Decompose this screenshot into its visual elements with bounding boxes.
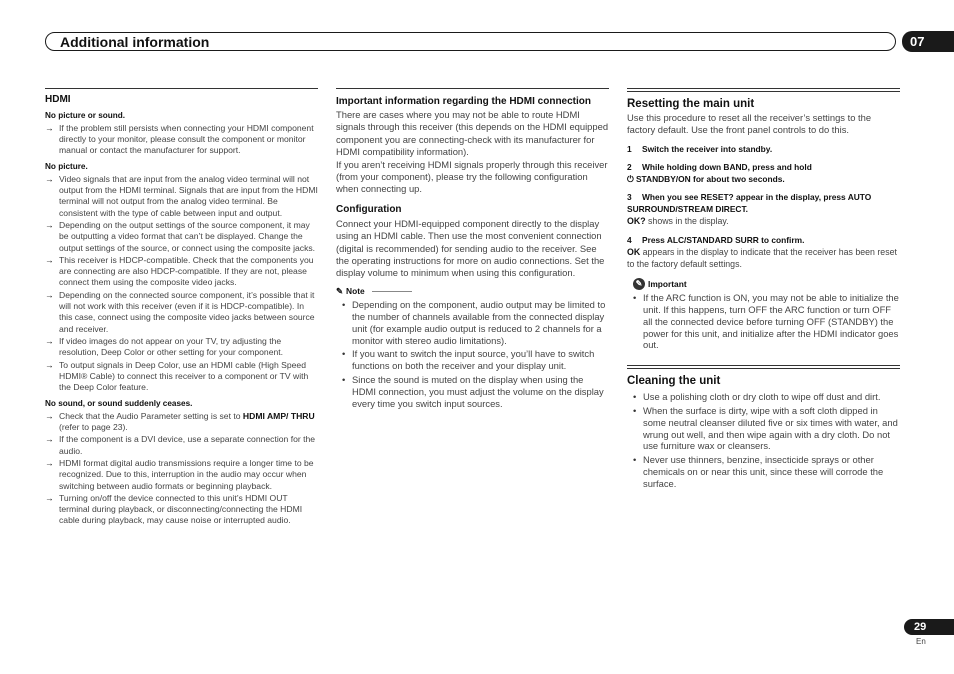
arrow-icon: →: [45, 359, 54, 370]
arrow-item: → If video images do not appear on your TV, try adjusting the resolution, Deep Color or other setting for your component.: [45, 335, 284, 358]
important-header: ✎ Important: [633, 278, 900, 290]
power-icon: ⏻: [627, 173, 634, 184]
step-result: OK? shows in the display.: [627, 216, 729, 227]
step-1: 1 Switch the receiver into standby.: [627, 143, 773, 154]
subheading: No picture.: [45, 162, 88, 172]
arrow-item: → Check that the Audio Parameter setting is set to HDMI AMP/ THRU (refer to page 23).: [45, 410, 315, 433]
section-rule: [627, 365, 900, 369]
cleaning-item: • Use a polishing cloth or dry cloth to wipe off dust and dirt.: [633, 391, 881, 403]
note-item: • Since the sound is muted on the display when using the HDMI connection, you must adjust the volume on the display every time you switch input sources.: [342, 373, 604, 409]
important-item: • If the ARC function is ON, you may not be able to initialize the unit. If this happens, turn OFF the ARC function or turn OFF all the connected device before turning OFF (STANDBY) the power for this unit, and initialize after the HDMI indicator goes out.: [633, 292, 899, 351]
pencil-icon: ✎: [336, 285, 344, 296]
column-hdmi: [45, 88, 318, 527]
arrow-icon: →: [45, 457, 54, 468]
column-reset-cleaning: [627, 88, 900, 490]
section-rule: [336, 88, 609, 89]
arrow-item: → Depending on the connected source component, it’s possible that it will not work with this receiver (even if it is HDCP-compatible). In this case, connect using the composite video jacks between source and receiver.: [45, 289, 315, 334]
arrow-item: → Depending on the output settings of the source component, it may be outputting a video format that can’t be displayed. Change the output settings of the source, or connect using the composite jacks.: [45, 219, 316, 253]
important-icon: ✎: [633, 278, 645, 290]
section-rule: [45, 88, 318, 89]
arrow-item: → Turning on/off the device connected to this unit’s HDMI OUT terminal during playback, or disconnecting/connecting the HDMI cable during playback, may cause noise or interrupted audio.: [45, 492, 303, 526]
arrow-icon: →: [45, 410, 54, 421]
arrow-item: → This receiver is HDCP-compatible. Check that the components you are connecting are also HDCP-compatible. If they are not, please connect them using the composite video jacks.: [45, 254, 314, 288]
arrow-item: → HDMI format digital audio transmissions require a longer time to be recognized. Due to this, interruption in the audio may occur when switching between audio formats or beginning playback.: [45, 457, 314, 491]
section-title-resetting: Resetting the main unit: [627, 98, 755, 110]
arrow-icon: →: [45, 335, 54, 346]
note-header: ✎ Note: [336, 286, 609, 297]
arrow-item: → Video signals that are input from the analog video terminal will not output from the HDMI terminal. Signals that are input from the HDMI terminal will not output from the analog video terminal. Be consistent with the type of cable between input and output.: [45, 173, 318, 218]
arrow-icon: →: [45, 122, 54, 133]
paragraph: Use this procedure to reset all the receiver’s settings to the factory default. Use the front panel controls to do this.: [627, 112, 872, 136]
section-title-hdmi-connection: Important information regarding the HDMI connection: [336, 96, 591, 107]
arrow-icon: →: [45, 289, 54, 300]
column-hdmi-connection: [336, 88, 609, 409]
chapter-tab: 07: [902, 31, 954, 52]
language-label: En: [916, 637, 926, 646]
paragraph: If you aren’t receiving HDMI signals properly through this receiver (from your component), please try the following configuration when connecting up.: [336, 158, 608, 195]
paragraph: Connect your HDMI-equipped component directly to the display using an HDMI cable. Then use the most convenient connection (digital is recommended) for sending audio to the receiver. See the operating instructions for more on audio connections. Set the display volume to minimum when using this configuration.: [336, 217, 605, 279]
page-number: 29: [904, 619, 954, 635]
paragraph: There are cases where you may not be able to route HDMI signals through this receiver (this depends on the HDMI equipped component you are connecting-check with its manufacturer for HDMI compatibility information).: [336, 109, 609, 158]
page-section-title: Additional information: [60, 34, 210, 50]
arrow-item: → If the problem still persists when connecting your HDMI component directly to your monitor, please consult the component or monitor manual or contact the manufacturer for support.: [45, 122, 314, 156]
arrow-icon: →: [45, 219, 54, 230]
arrow-item: → To output signals in Deep Color, use an HDMI cable (High Speed HDMI® Cable) to connect this receiver to a component or TV with the Deep Color feature.: [45, 359, 309, 393]
cleaning-item: • When the surface is dirty, wipe with a soft cloth dipped in some neutral cleanser diluted five or six times with water, and wrung out well, and then wipe again with a dry cloth. Do not use furniture wax or cleansers.: [633, 405, 898, 452]
step-3: 3 When you see RESET? appear in the display, press AUTO SURROUND/STREAM DIRECT.: [627, 192, 872, 214]
arrow-icon: →: [45, 434, 54, 445]
configuration-heading: Configuration: [336, 203, 402, 215]
section-title-hdmi: HDMI: [45, 94, 71, 105]
arrow-item: → If the component is a DVI device, use a separate connection for the audio.: [45, 434, 316, 456]
subheading: No picture or sound.: [45, 111, 126, 121]
section-title-cleaning: Cleaning the unit: [627, 375, 721, 388]
note-item: • Depending on the component, audio output may be limited to the number of channels available from the connected display unit (for example audio output is reduced to 2 channels for a monitor with stereo audio limitations).: [342, 299, 606, 346]
step-2: 2 While holding down BAND, press and hold ⏻ STANDBY/ON for about two seconds.: [627, 162, 812, 184]
step-4: 4 Press ALC/STANDARD SURR to confirm.: [627, 234, 805, 245]
subheading: No sound, or sound suddenly ceases.: [45, 399, 193, 409]
section-rule: [627, 88, 900, 92]
arrow-icon: →: [45, 254, 54, 265]
arrow-icon: →: [45, 492, 54, 503]
note-item: • If you want to switch the input source, you’ll have to switch functions on both the receiver and your display unit.: [342, 348, 595, 372]
step-result: OK appears in the display to indicate that the receiver has been reset to the factory default settings.: [627, 247, 897, 270]
arrow-icon: →: [45, 173, 54, 184]
cleaning-item: • Never use thinners, benzine, insecticide sprays or other chemicals on or near this unit, since these will corrode the surface.: [633, 454, 884, 489]
